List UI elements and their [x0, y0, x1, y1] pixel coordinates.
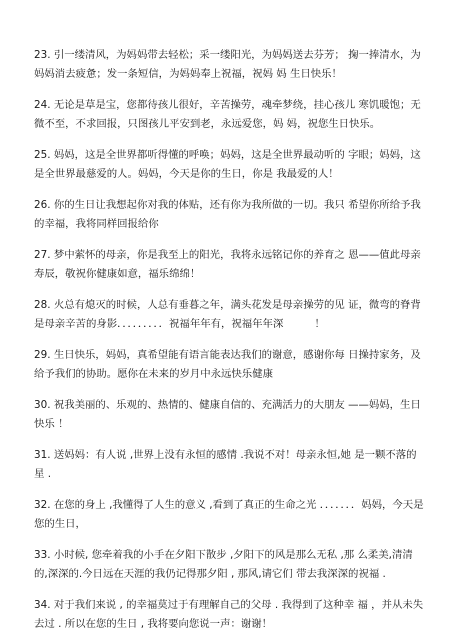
- list-item: 30. 祝我美丽的、乐观的、热情的、健康自信的、充满活力的大朋友 ——妈妈，生日快乐 ！: [34, 399, 421, 430]
- list-item: 24. 无论是草是宝，您都待孩儿很好，辛苦操劳，魂牵梦绕，挂心孩儿 寒饥暖饱；无微不至，不求回报，只图孩儿平安到老，永远爱您，妈 妈，祝您生日快乐。: [34, 99, 421, 130]
- list-item: 27. 梦中萦怀的母亲，你是我至上的阳光，我将永远铭记你的养育之 恩——值此母亲寿辰，敬祝你健康如意，福乐绵绵！: [34, 249, 421, 280]
- list-item: 28. 火总有熄灭的时候，人总有垂暮之年，满头花发是母亲操劳的见 证，微弯的脊背是母亲辛苦的身影．．．．．．．．．祝福年年有，祝福年年深 ！: [34, 299, 421, 330]
- list-item: 32. 在您的身上 ,我懂得了人生的意义 ,看到了真正的生命之光 ．．．．．．．妈妈，今天是您的生日，: [34, 499, 424, 530]
- list-item: 33. 小时候, 您牵着我的小手在夕阳下散步 ,夕阳下的风是那么无私 ,那 么柔美,清清的,深深的.今日远在天涯的我仍记得那夕阳 , 那风,请它们 带去我深深的祝福 .: [34, 549, 413, 580]
- list-item: 34. 对于我们来说 , 的幸福莫过于有理解自己的父母 . 我得到了这种幸 福 ，并从未失去过 . 所以在您的生日 , 我将要向您说一声：谢谢！: [34, 599, 424, 630]
- list-item: 31. 送妈妈：有人说 ,世界上没有永恒的感情 .我说不对！母亲永恒,她 是一颗不落的星 .: [34, 449, 417, 480]
- list-item: 23. 引一缕清风，为妈妈带去轻松；采一缕阳光，为妈妈送去芬芳； 掬一捧清水，为妈妈消去疲惫；发一条短信，为妈妈奉上祝福，祝妈 妈 生日快乐！: [34, 49, 421, 80]
- list-item: 26. 你的生日让我想起你对我的体贴，还有你为我所做的一切。我只 希望你所给予我的幸福，我将同样回报给你: [34, 199, 421, 230]
- list-item: 29. 生日快乐，妈妈，真希望能有语言能表达我们的谢意，感谢你每 日操持家务，及给予我们的协助。愿你在未来的岁月中永远快乐健康: [34, 349, 421, 380]
- list-item: 25. 妈妈，这是全世界都听得懂的呼唤；妈妈，这是全世界最动听的 字眼；妈妈，这是全世界最慈爱的人。妈妈，今天是你的生日，你是 我最爱的人！: [34, 149, 421, 180]
